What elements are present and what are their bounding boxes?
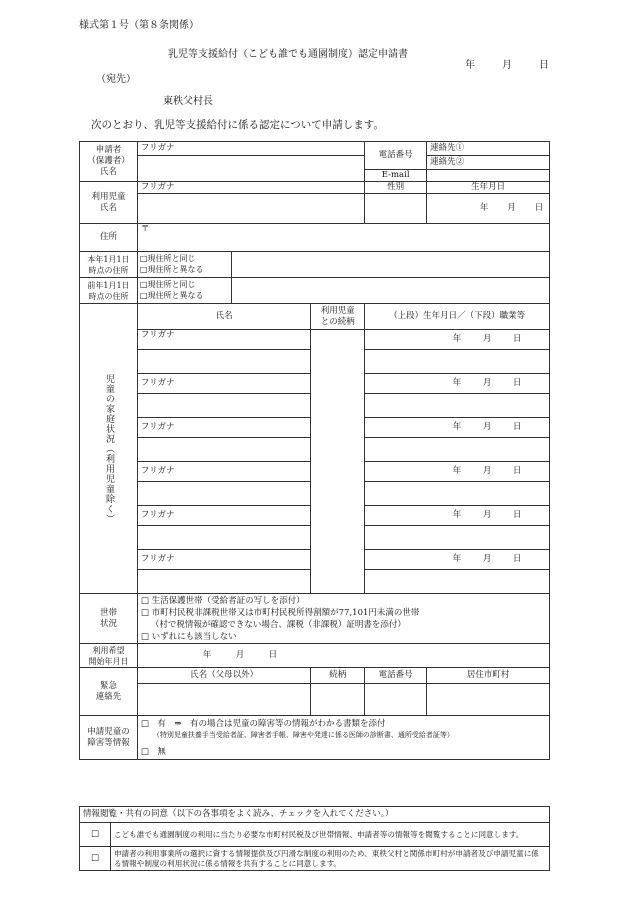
household-options[interactable] <box>137 594 549 644</box>
family-member-row <box>80 330 550 350</box>
family-furigana[interactable]: フリガナ <box>137 550 310 570</box>
gender-label: 性別 <box>365 182 427 194</box>
last-year-diff-option[interactable]: □現住所と異なる <box>139 290 204 300</box>
start-date-label: 利用希望 開始年月日 <box>80 644 138 668</box>
family-birthdate[interactable]: 年 月 日 <box>365 506 550 526</box>
application-table <box>79 141 550 760</box>
family-furigana[interactable]: フリガナ <box>137 418 310 438</box>
family-furigana[interactable]: フリガナ <box>137 462 310 482</box>
header-date-month: 月 <box>502 60 512 71</box>
consent-1-checkbox[interactable]: □ <box>80 823 111 847</box>
family-name-field[interactable] <box>137 482 310 506</box>
emergency-relation-field[interactable] <box>311 684 365 716</box>
child-furigana[interactable]: フリガナ <box>137 182 364 194</box>
family-birthdate[interactable]: 年 月 日 <box>365 330 550 350</box>
header-date-day: 日 <box>539 60 549 71</box>
consent-2-text: 申請者の利用事業所の選択に資する情報提供及び円滑な制度の利用のため、東秩父村と関係市町村が申請者及び申請児童に係る情報や制度の利用状況に係る情報を共有することに同意します。 <box>110 847 549 871</box>
start-date-field[interactable]: 年 月 日 <box>137 644 549 668</box>
last-year-same-option[interactable]: □現住所と同じ <box>139 280 196 289</box>
email-field[interactable] <box>427 170 550 182</box>
consent-header: 情報閲覧・共有の同意（以下の各事項をよく読み、チェックを入れてください。） <box>80 807 550 823</box>
birthdate-label: 生年月日 <box>427 182 550 194</box>
disability-label: 申請児童の 障害等情報 <box>80 716 138 760</box>
family-name-field[interactable] <box>137 438 310 462</box>
family-job-field[interactable] <box>365 394 550 418</box>
this-year-same-option[interactable]: □現住所と同じ <box>139 254 196 263</box>
family-job-field[interactable] <box>365 482 550 506</box>
email-label: E-mail <box>365 170 427 182</box>
address-field[interactable]: 〒 <box>137 224 549 252</box>
consent-1-text: こども誰でも通園制度の利用に当たり必要な市町村民税及び世帯情報、申請者等の情報等を閲覧することに同意します。 <box>110 823 549 847</box>
emergency-col-name: 氏名（父母以外） <box>137 668 310 684</box>
family-furigana[interactable]: フリガナ <box>137 374 310 394</box>
form-title: 乳児等支援給付（こども誰でも通園制度）認定申請書 <box>168 49 408 60</box>
family-furigana[interactable]: フリガナ <box>137 506 310 526</box>
family-birthdate[interactable]: 年 月 日 <box>365 418 550 438</box>
jan1-last-year-address-field[interactable] <box>231 278 549 304</box>
family-name-field[interactable] <box>137 394 310 418</box>
emergency-label: 緊急 連絡先 <box>80 668 138 716</box>
family-side-label: 児童の家庭状況（利用児童除く） <box>80 304 138 594</box>
jan1-last-year-label: 前年1月1日 時点の住所 <box>80 278 138 304</box>
family-furigana[interactable]: フリガナ <box>137 330 310 350</box>
household-option-tax-exempt[interactable]: □ 市町村民税非課税世帯又は市町村民税所得割額が77,101円未満の世帯 <box>140 607 420 618</box>
family-job-field[interactable] <box>365 526 550 550</box>
family-name-field[interactable] <box>137 570 310 594</box>
this-year-diff-option[interactable]: □現住所と異なる <box>139 264 204 274</box>
address-label: 住所 <box>80 224 138 252</box>
family-birthdate[interactable]: 年 月 日 <box>365 550 550 570</box>
household-label: 世帯 状況 <box>80 594 138 644</box>
applicant-label: 申請者 （保護者） 氏名 <box>80 142 138 182</box>
jan1-this-year-address-field[interactable] <box>231 252 549 278</box>
family-col-relation: 利用児童 との続柄 <box>311 304 365 330</box>
family-col-name: 氏名 <box>137 304 310 330</box>
disability-options[interactable] <box>137 716 549 760</box>
contact-1[interactable]: 連絡先① <box>427 142 550 156</box>
header-date-year: 年 <box>465 60 475 71</box>
family-birthdate[interactable]: 年 月 日 <box>365 462 550 482</box>
child-name-field[interactable] <box>137 194 364 224</box>
mayor: 東秩父村長 <box>163 96 213 107</box>
emergency-city-field[interactable] <box>427 684 550 716</box>
child-label: 利用児童 氏名 <box>80 182 138 224</box>
disability-no-option[interactable]: □ 無 <box>140 747 166 757</box>
family-col-birth-job: （上段）生年月日／（下段）職業等 <box>365 304 550 330</box>
addressee: （宛先） <box>96 74 136 85</box>
household-option-tax-note: （村で税情報が確認できない場合、課税（非課税）証明書を添付） <box>150 619 406 630</box>
jan1-this-year-options[interactable] <box>137 252 231 278</box>
form-number: 様式第１号（第８条関係） <box>79 20 199 31</box>
emergency-col-phone: 電話番号 <box>365 668 427 684</box>
disability-yes-note: （特別児童扶養手当受給者証、障害者手帳、障害や発達に係る医師の診断書、通所受給者証等） <box>152 731 454 739</box>
emergency-name-field[interactable] <box>137 684 310 716</box>
family-job-field[interactable] <box>365 570 550 594</box>
family-name-field[interactable] <box>137 526 310 550</box>
birthdate-field[interactable]: 年 月 日 <box>427 194 550 224</box>
contact-2[interactable]: 連絡先② <box>427 156 550 170</box>
family-name-field[interactable] <box>137 350 310 374</box>
phone-label: 電話番号 <box>365 142 427 170</box>
gender-field[interactable] <box>365 194 427 224</box>
jan1-this-year-label: 本年1月1日 時点の住所 <box>80 252 138 278</box>
family-job-field[interactable] <box>365 350 550 374</box>
consent-table <box>79 806 550 871</box>
family-relation-field[interactable] <box>311 330 365 594</box>
emergency-col-city: 居住市町村 <box>427 668 550 684</box>
emergency-phone-field[interactable] <box>365 684 427 716</box>
family-job-field[interactable] <box>365 438 550 462</box>
consent-2-checkbox[interactable]: □ <box>80 847 111 871</box>
family-birthdate[interactable]: 年 月 日 <box>365 374 550 394</box>
household-option-none[interactable]: □ いずれにも該当しない <box>140 631 237 642</box>
applicant-name-field[interactable] <box>137 156 364 182</box>
household-option-welfare[interactable]: □ 生活保護世帯（受給者証の写しを添付） <box>140 595 305 606</box>
intro-text: 次のとおり、乳児等支援給付に係る認定について申請します。 <box>91 119 384 131</box>
applicant-furigana[interactable]: フリガナ <box>137 142 364 156</box>
jan1-last-year-options[interactable] <box>137 278 231 304</box>
emergency-col-relation: 続柄 <box>311 668 365 684</box>
disability-yes-option[interactable]: □ 有 ⇒ 有の場合は児童の障害等の情報がわかる書類を添付 <box>140 719 386 729</box>
